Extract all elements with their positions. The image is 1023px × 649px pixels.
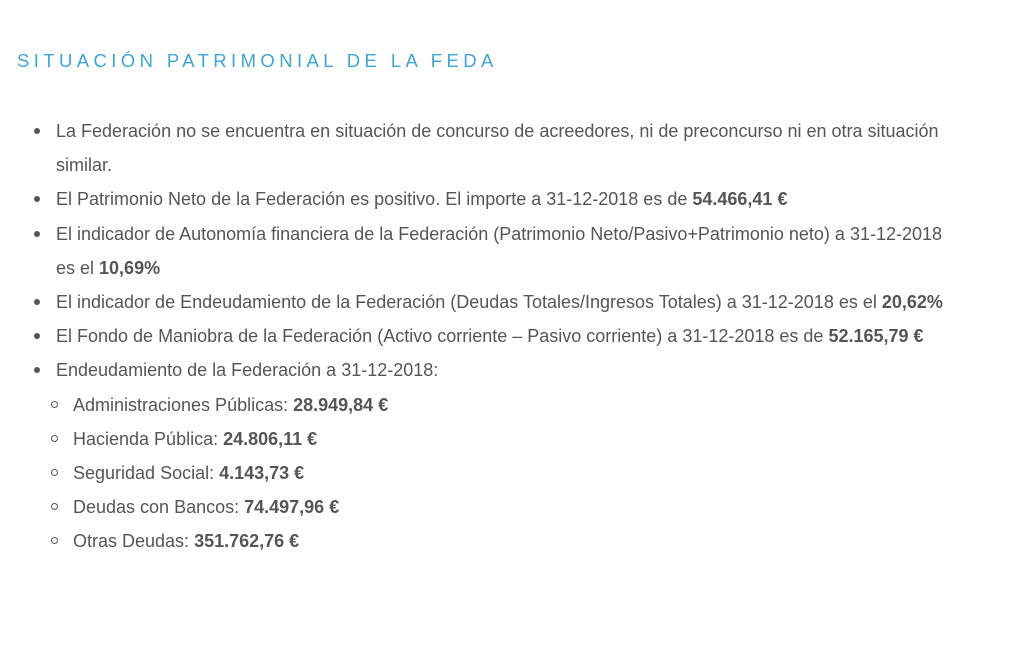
debt-label: Hacienda Pública: xyxy=(73,428,224,449)
bullet-icon xyxy=(34,333,40,339)
item-text: Endeudamiento de la Federación a 31-12-2018: xyxy=(56,360,439,381)
list-item xyxy=(34,217,964,285)
circle-bullet-icon xyxy=(51,401,58,408)
bullet-icon xyxy=(34,128,40,134)
debt-item xyxy=(34,422,964,456)
list-item xyxy=(34,353,964,558)
list-item xyxy=(34,285,964,319)
debt-value: 351.762,76 € xyxy=(194,531,300,552)
patrimonio-neto-value: 54.466,41 € xyxy=(692,189,788,210)
bullet-icon xyxy=(34,367,40,373)
debt-item xyxy=(34,388,964,422)
debt-label: Administraciones Públicas: xyxy=(73,394,294,415)
item-text: El indicador de Autonomía financiera de la Federación (Patrimonio Neto/Pasivo+Patrimonio neto) a 31-12-2018 es el xyxy=(56,223,943,278)
debt-label: Deudas con Bancos: xyxy=(73,497,245,518)
section-title: SITUACIÓN PATRIMONIAL DE LA FEDA xyxy=(17,50,498,71)
debt-value: 24.806,11 € xyxy=(223,428,318,449)
debt-value: 74.497,96 € xyxy=(244,497,340,518)
circle-bullet-icon xyxy=(51,503,58,510)
list-item xyxy=(34,319,964,353)
debt-value: 4.143,73 € xyxy=(219,463,305,484)
item-text: El Fondo de Maniobra de la Federación (Activo corriente – Pasivo corriente) a 31-12-2018 es de xyxy=(56,326,829,347)
bullet-icon xyxy=(34,196,40,202)
bullet-icon xyxy=(34,231,40,237)
debt-label: Seguridad Social: xyxy=(73,463,220,484)
fondo-maniobra-value: 52.165,79 € xyxy=(828,326,924,347)
autonomia-financiera-value: 10,69% xyxy=(99,257,161,278)
endeudamiento-value: 20,62% xyxy=(881,292,943,313)
list-item xyxy=(34,114,964,182)
item-text: El Patrimonio Neto de la Federación es positivo. El importe a 31-12-2018 es de xyxy=(56,189,693,210)
circle-bullet-icon xyxy=(51,537,58,544)
item-text: El indicador de Endeudamiento de la Federación (Deudas Totales/Ingresos Totales) a 31-12-2018 es el xyxy=(56,292,882,313)
debt-label: Otras Deudas: xyxy=(73,531,195,552)
debt-item xyxy=(34,524,964,558)
debt-value: 28.949,84 € xyxy=(293,394,389,415)
circle-bullet-icon xyxy=(51,435,58,442)
list-item xyxy=(34,182,964,216)
debt-item xyxy=(34,456,964,490)
item-text: La Federación no se encuentra en situación de concurso de acreedores, ni de preconcurso ni en otra situación similar. xyxy=(56,121,939,176)
bullet-icon xyxy=(34,299,40,305)
circle-bullet-icon xyxy=(51,469,58,476)
summary-list xyxy=(34,114,964,559)
debts-sublist xyxy=(56,388,964,559)
debt-item xyxy=(34,490,964,524)
